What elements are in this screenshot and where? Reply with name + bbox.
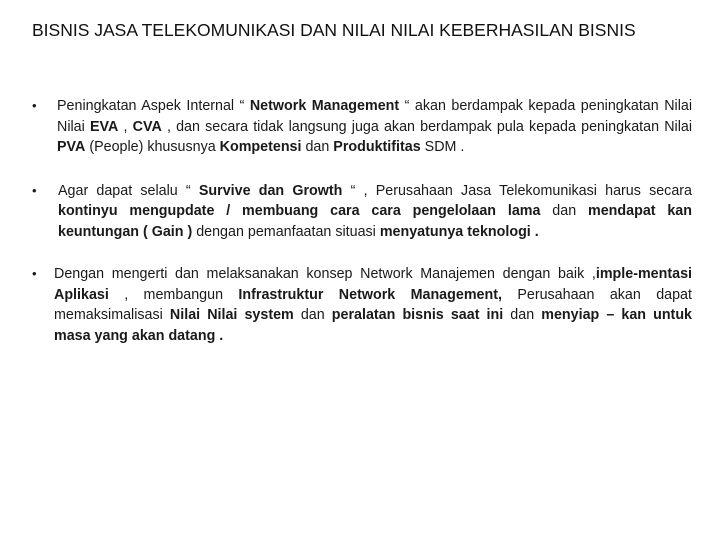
bullet-list <box>32 96 692 346</box>
bold-text-run: menyiap – kan untuk masa yang akan datang . <box>54 307 693 344</box>
bullet-item <box>32 96 692 158</box>
text-run: dan <box>301 139 334 155</box>
text-run: dan <box>503 307 542 323</box>
text-run: dan <box>293 307 332 323</box>
text-run: Peningkatan Aspek Internal “ <box>57 98 250 114</box>
text-run: Dengan mengerti dan melaksanakan konsep Network Manajemen dengan baik , <box>54 266 596 282</box>
bullet-item <box>32 181 692 243</box>
bold-text-run: Survive dan Growth <box>198 182 343 199</box>
text-run: Agar dapat selalu “ <box>58 182 199 199</box>
text-run: , dan secara tidak langsung juga akan berdampak pula kepada peningkatan Nilai <box>161 118 693 135</box>
slide-title: BISNIS JASA TELEKOMUNIKASI DAN NILAI NILAI KEBERHASILAN BISNIS <box>32 20 636 40</box>
text-run: SDM . <box>420 139 465 155</box>
bold-text-run: peralatan bisnis saat ini <box>331 307 504 323</box>
text-run: dan <box>540 203 588 219</box>
text-run: , <box>118 118 133 135</box>
bold-text-run: Nilai Nilai system <box>169 307 294 323</box>
bullet-dot-icon: • <box>32 98 37 113</box>
bold-text-run: mendapat kan keuntungan ( Gain ) <box>58 203 692 240</box>
bullet-dot-icon: • <box>32 266 37 281</box>
bold-text-run: menyatunya teknologi . <box>379 223 539 240</box>
text-run: , membangun <box>108 286 239 303</box>
text-run: dengan pemanfaatan situasi <box>192 223 380 240</box>
bullet-item <box>32 264 692 346</box>
bullet-dot-icon: • <box>32 182 37 198</box>
bold-text-run: CVA <box>132 118 162 135</box>
text-run: Perusahaan akan dapat memaksimalisasi <box>54 286 692 323</box>
bullet-text <box>33 181 692 243</box>
text-run: (People) khususnya <box>85 139 220 155</box>
bold-text-run: Kompetensi <box>219 139 302 155</box>
bold-text-run: PVA <box>57 139 86 155</box>
text-run: “ , Perusahaan Jasa Telekomunikasi harus secara <box>342 182 692 199</box>
bold-text-run: EVA <box>89 118 119 135</box>
bold-text-run: imple-mentasi Aplikasi <box>54 266 692 303</box>
bold-text-run: kontinyu mengupdate / membuang cara cara pengelolaan lama <box>58 203 541 219</box>
bold-text-run: Infrastruktur Network Management, <box>238 286 502 303</box>
bullet-text <box>32 96 692 158</box>
text-run: “ akan berdampak kepada peningkatan Nilai Nilai <box>57 98 693 135</box>
bullet-text <box>32 264 692 346</box>
bold-text-run: Network Management <box>249 98 400 114</box>
bold-text-run: Produktifitas <box>333 139 421 155</box>
